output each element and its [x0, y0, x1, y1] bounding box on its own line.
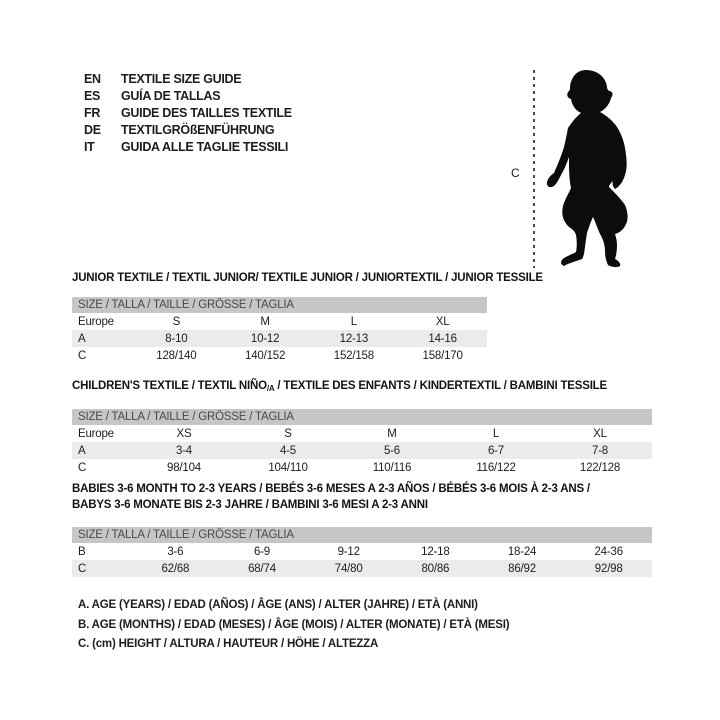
- language-code: FR: [84, 105, 101, 120]
- language-title: TEXTILE SIZE GUIDE: [121, 71, 242, 86]
- table-row-europe: [72, 313, 487, 330]
- table-row-age: [72, 442, 652, 459]
- value-cell: 62/68: [161, 562, 190, 575]
- language-code: EN: [84, 71, 101, 86]
- junior-size-bar: SIZE / TALLA / TAILLE / GRÖSSE / TAGLIA: [72, 297, 487, 313]
- value-cell: 12-13: [339, 332, 369, 345]
- value-cell: 9-12: [337, 545, 360, 558]
- value-cell: 158/170: [422, 349, 463, 362]
- note-age-years: A. AGE (YEARS) / EDAD (AÑOS) / ÂGE (ANS) / ALTER (JAHRE) / ETÀ (ANNI): [78, 599, 478, 611]
- row-label: B: [78, 545, 86, 558]
- value-cell: 18-24: [507, 545, 537, 558]
- heading-text: / TEXTILE DES ENFANTS / KINDERTEXTIL / BAMBINI TESSILE: [274, 380, 607, 392]
- childrens-table: [72, 409, 652, 476]
- value-cell: 128/140: [156, 349, 197, 362]
- row-label: C: [78, 461, 87, 474]
- babies-table: [72, 527, 652, 577]
- legend-notes: [78, 596, 509, 655]
- value-cell: 104/110: [268, 461, 308, 474]
- note-age-months: B. AGE (MONTHS) / EDAD (MESES) / ÂGE (MOIS) / ALTER (MONATE) / ETÀ (MESI): [78, 618, 510, 631]
- table-row-age: [72, 330, 487, 347]
- heading-line-1: BABIES 3-6 MONTH TO 2-3 YEARS / BEBÉS 3-6 MESES A 2-3 AÑOS / BÉBÉS 3-6 MOIS À 2-3 ANS /: [72, 483, 590, 495]
- heading-subscript: /A: [266, 384, 275, 393]
- row-label: Europe: [78, 315, 114, 328]
- toddler-silhouette-icon: [541, 69, 635, 269]
- value-cell: 74/80: [334, 562, 363, 575]
- row-label: A: [78, 444, 86, 457]
- value-cell: 24-36: [594, 545, 623, 558]
- row-label: Europe: [78, 427, 114, 440]
- junior-table: [72, 297, 487, 364]
- table-row-months: [72, 543, 652, 560]
- childrens-size-bar: SIZE / TALLA / TAILLE / GRÖSSE / TAGLIA: [72, 409, 652, 425]
- heading-line-2: BABYS 3-6 MONATE BIS 2-3 JAHRE / BAMBINI 3-6 MESI A 2-3 ANNI: [72, 499, 428, 511]
- junior-section-heading: JUNIOR TEXTILE / TEXTIL JUNIOR/ TEXTILE JUNIOR / JUNIORTEXTIL / JUNIOR TESSILE: [72, 272, 543, 284]
- value-cell: 98/104: [167, 461, 201, 474]
- size-cell: M: [387, 427, 397, 440]
- value-cell: 86/92: [508, 562, 536, 575]
- value-cell: 122/128: [579, 461, 621, 474]
- size-cell: XS: [176, 427, 192, 440]
- size-cell: L: [350, 315, 357, 328]
- language-title: GUIDE DES TAILLES TEXTILE: [121, 105, 292, 120]
- table-row-height: [72, 347, 487, 364]
- childrens-textile-section: [72, 379, 652, 476]
- value-cell: 14-16: [428, 332, 457, 345]
- note-height-cm: C. (cm) HEIGHT / ALTURA / HAUTEUR / HÖHE / ALTEZZA: [78, 638, 379, 650]
- language-title: TEXTILGRÖßENFÜHRUNG: [121, 122, 275, 137]
- height-measure-label: C: [511, 166, 520, 180]
- value-cell: 6-9: [253, 545, 271, 558]
- row-label: C: [78, 349, 87, 362]
- value-cell: 80/86: [421, 562, 450, 575]
- row-label: A: [78, 332, 86, 345]
- value-cell: 92/98: [594, 562, 623, 575]
- language-row: [84, 138, 292, 155]
- language-row: [84, 104, 292, 121]
- value-cell: 3-4: [175, 444, 193, 457]
- babies-size-bar: SIZE / TALLA / TAILLE / GRÖSSE / TAGLIA: [72, 527, 652, 543]
- language-code: ES: [84, 88, 101, 103]
- value-cell: 7-8: [591, 444, 609, 457]
- value-cell: 5-6: [383, 444, 401, 457]
- value-cell: 110/116: [372, 461, 412, 474]
- value-cell: 12-18: [421, 545, 450, 558]
- value-cell: 152/158: [333, 349, 374, 362]
- language-row: [84, 121, 292, 138]
- childrens-section-heading: [72, 379, 652, 396]
- babies-section-heading: [72, 481, 652, 513]
- language-row: [84, 87, 292, 104]
- row-label: C: [78, 562, 87, 575]
- value-cell: 140/152: [245, 349, 286, 362]
- language-list: [84, 70, 292, 155]
- language-title: GUÍA DE TALLAS: [121, 88, 221, 103]
- size-cell: S: [172, 315, 181, 328]
- babies-textile-section: [72, 481, 652, 577]
- size-cell: M: [260, 315, 270, 328]
- size-cell: L: [492, 427, 500, 440]
- size-cell: S: [284, 427, 292, 440]
- language-code: IT: [84, 139, 95, 154]
- value-cell: 6-7: [487, 444, 505, 457]
- table-row-height: [72, 459, 652, 476]
- table-row-height: [72, 560, 652, 577]
- junior-textile-section: [72, 271, 543, 364]
- value-cell: 68/74: [248, 562, 276, 575]
- table-row-europe: [72, 425, 652, 442]
- value-cell: 116/122: [476, 461, 516, 474]
- language-title: GUIDA ALLE TAGLIE TESSILI: [121, 139, 289, 154]
- size-cell: XL: [435, 315, 450, 328]
- size-cell: XL: [593, 427, 607, 440]
- value-cell: 10-12: [250, 332, 280, 345]
- heading-text: CHILDREN'S TEXTILE / TEXTIL NIÑO: [72, 380, 267, 392]
- value-cell: 4-5: [279, 444, 297, 457]
- value-cell: 8-10: [165, 332, 188, 345]
- language-code: DE: [84, 122, 101, 137]
- height-measure-line: [533, 70, 535, 268]
- language-row: [84, 70, 292, 87]
- value-cell: 3-6: [167, 545, 184, 558]
